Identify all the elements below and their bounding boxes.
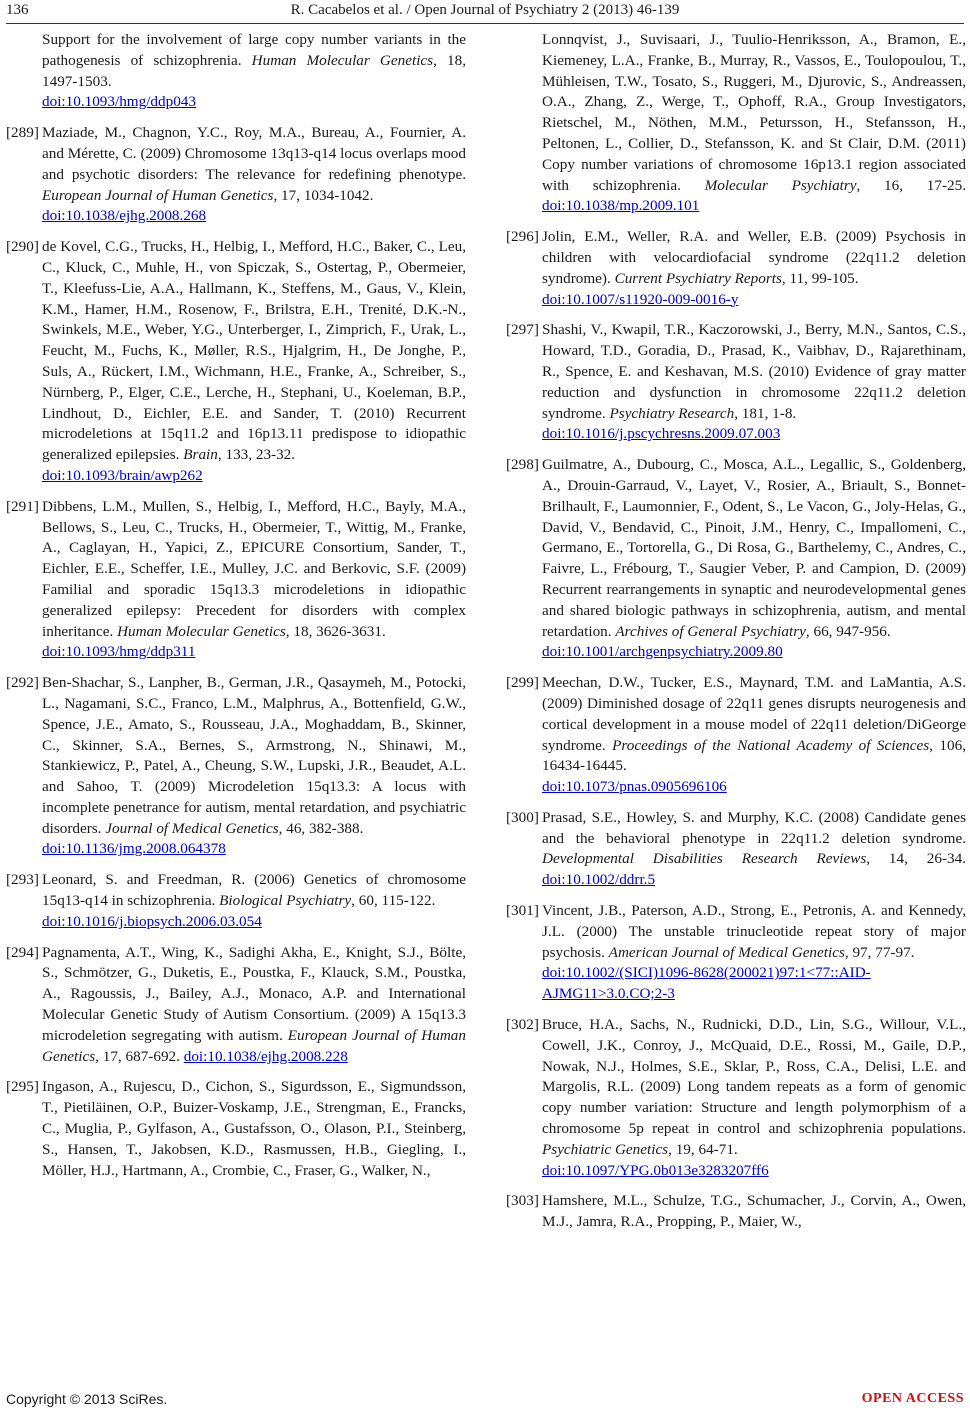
reference-number: [290] <box>6 238 39 256</box>
journal-name: Proceedings of the National Academy of Sciences <box>612 736 930 754</box>
page-header <box>0 0 970 22</box>
doi-link[interactable]: doi:10.1007/s11920-009-0016-y <box>542 290 739 308</box>
journal-name: Journal of Medical Genetics <box>105 819 279 837</box>
journal-name: Developmental Disabilities Research Reviews <box>542 850 867 868</box>
journal-name: American Journal of Medical Genetics <box>608 943 845 961</box>
citation-details: , 19, 64-71. <box>668 1140 738 1158</box>
citation-details: , 46, 382-388. <box>278 819 364 837</box>
open-access-label: OPEN ACCESS <box>861 1391 964 1406</box>
reference-entry <box>506 1191 966 1233</box>
reference-number: [302] <box>506 1016 539 1034</box>
reference-text: Pagnamenta, A.T., Wing, K., Sadighi Akha, E., Knight, S.J., Bölte, S., Schmötzer, G., Duketis, E., Poustka, F., Klauck, S.M., Poustka, A., Ragoussis, J., Bailey, A.J., Monaco, A.P. and International Molecular Genetic Study of Autism Consortium. (2009) A 15q13.3 microdeletion segregating with autism. <box>42 943 466 1044</box>
reference-number: [297] <box>506 321 539 339</box>
reference-text: Shashi, V., Kwapil, T.R., Kaczorowski, J., Berry, M.N., Santos, C.S., Howard, T.D., Goradia, D., Prasad, K., Vaibhav, D., Rajarethinam, R., Spence, E. and Keshavan, M.S. (2010) Evidence of gray matter reduction and dysfunction in chromosome 22q11.2 deletion syndrome. <box>542 321 966 422</box>
copyright-notice: Copyright © 2013 SciRes. <box>6 1391 168 1407</box>
reference-text: Hamshere, M.L., Schulze, T.G., Schumacher, J., Corvin, A., Owen, M.J., Jamra, R.A., Propping, P., Maier, W., <box>542 1192 966 1231</box>
reference-text: Vincent, J.B., Paterson, A.D., Strong, E., Petronis, A. and Kennedy, J.L. (2000) The unstable trinucleotide repeat story of major psychosis. <box>542 902 966 961</box>
reference-number: [303] <box>506 1192 539 1210</box>
running-head: R. Cacabelos et al. / Open Journal of Psychiatry 2 (2013) 46-139 <box>290 2 680 18</box>
journal-name: European Journal of Human Genetics <box>42 186 274 204</box>
reference-text: Bruce, H.A., Sachs, N., Rudnicki, D.D., Lin, S.G., Willour, V.L., Cowell, J.K., Conroy, J., McQuaid, D.E., Rossi, M., Gaile, D.P., Nowak, N.J., Holmes, S.E., Sklar, P., Ross, C.A., Delisi, L.E. and Margolis, R.L. (2009) Long tandem repeats as a form of genomic copy number variation: Structure and length polymorphism of a chromosome 5p repeat in control and schizophrenia populations. <box>542 1016 966 1138</box>
right-column <box>506 30 966 1243</box>
reference-entry <box>6 673 466 860</box>
reference-text: Dibbens, L.M., Mullen, S., Helbig, I., Mefford, H.C., Bayly, M.A., Bellows, S., Leu, C., Trucks, H., Obermeier, T., Wittig, M., Franke, A., Caglayan, H., Yapici, Z., EPICURE Consortium, Sander, T., Eichler, E.E., Scheffer, I.E., Mulley, J.C. and Berkovic, S.F. (2009) Familial and sporadic 15q13.3 microdeletions in idiopathic generalized epilepsy: Precedent for disorders with complex inheritance. <box>42 497 466 640</box>
citation-details: , 16, 17-25. <box>856 176 966 194</box>
reference-text: de Kovel, C.G., Trucks, H., Helbig, I., Mefford, H.C., Baker, C., Leu, C., Kluck, C., Muhle, H., von Spiczak, S., Ostertag, P., Obermeier, T., Kleefuss-Lie, A.A., Hallmann, K., Steffens, M., Gaus, V., Klein, K.M., Hamer, H.M., Rosenow, F., Brilstra, E.H., Trenité, D.K.-N., Swinkels, M.E., Weber, Y.G., Unterberger, I., Zimprich, F., Urak, L., Feucht, M., Fuchs, K., Møller, R.S., Hjalgrim, H., De Jonghe, P., Suls, A., Rückert, I.M., Wichmann, H.E., Franke, A., Schreiber, S., Nürnberg, P., Elger, C.E., Lerche, H., Stephani, U., Koeleman, B.P., Lindhout, D., Eichler, E.E. and Sander, T. (2010) Recurrent microdeletions at 15q11.2 and 16p13.11 predispose to idiopathic generalized epilepsies. <box>42 238 466 464</box>
journal-name: Archives of General Psychiatry <box>615 622 806 640</box>
reference-number: [291] <box>6 497 39 515</box>
journal-name: Brain <box>183 446 218 464</box>
citation-details: , 66, 947-956. <box>805 622 891 640</box>
citation-details: , 133, 23-32. <box>217 446 296 464</box>
doi-link[interactable]: doi:10.1093/hmg/ddp043 <box>42 93 196 111</box>
reference-number: [295] <box>6 1078 39 1096</box>
citation-details: , 60, 115-122. <box>351 892 436 910</box>
doi-link[interactable]: doi:10.1016/j.pscychresns.2009.07.003 <box>542 425 781 443</box>
doi-link[interactable]: doi:10.1038/ejhg.2008.268 <box>42 207 207 225</box>
journal-name: Biological Psychiatry <box>219 892 352 910</box>
citation-details: , 106, 16434-16445. <box>542 736 966 775</box>
doi-link[interactable]: doi:10.1001/archgenpsychiatry.2009.80 <box>542 643 783 661</box>
reference-text: Meechan, D.W., Tucker, E.S., Maynard, T.M. and LaMantia, A.S. (2009) Diminished dosage of 22q11 genes disrupts neurogenesis and cortical development in a mouse model of 22q11 deletion/DiGeorge syndrome. <box>542 674 966 754</box>
doi-link[interactable]: doi:10.1038/ejhg.2008.228 <box>183 1047 348 1065</box>
doi-link[interactable]: doi:10.1093/brain/awp262 <box>42 466 203 484</box>
reference-number: [289] <box>6 124 39 142</box>
reference-text: Prasad, S.E., Howley, S. and Murphy, K.C. (2008) Candidate genes and the behavioral phenotype in 22q11.2 deletion syndrome. <box>542 808 966 847</box>
reference-entry <box>506 455 966 663</box>
page-footer <box>6 1391 964 1411</box>
reference-number: [294] <box>6 943 39 961</box>
reference-entry <box>506 673 966 798</box>
doi-link[interactable]: doi:10.1136/jmg.2008.064378 <box>42 840 226 858</box>
citation-details: , 97, 77-97. <box>844 943 915 961</box>
reference-entry <box>6 237 466 487</box>
citation-details: , 14, 26-34. <box>866 850 967 868</box>
journal-name: Psychiatric Genetics <box>542 1140 669 1158</box>
doi-link[interactable]: doi:10.1016/j.biopsych.2006.03.054 <box>42 912 262 930</box>
reference-text: Lonnqvist, J., Suvisaari, J., Tuulio-Henriksson, A., Bramon, E., Kiemeney, L.A., Franke, B., Murray, R., Vassos, E., Toulopoulou, T., Mühleisen, T.W., Tosato, S., Ruggeri, M., Djurovic, S., Andreassen, O.A., Zhang, Z., Werge, T., Ophoff, R.A., Group Investigators, Rietschel, M., Nöthen, M.M., Petursson, H., Stefansson, H., Peltonen, L., Collier, D., Stefansson, K. and St Clair, D.M. (2011) Copy number variations of chromosome 16p13.1 region associated with schizophrenia. <box>542 31 966 194</box>
doi-link[interactable]: doi:10.1097/YPG.0b013e3283207ff6 <box>542 1161 769 1179</box>
reference-number: [296] <box>506 228 539 246</box>
reference-entry <box>6 30 466 113</box>
reference-text: Guilmatre, A., Dubourg, C., Mosca, A.L., Legallic, S., Goldenberg, A., Drouin-Garraud, V., Layet, V., Rosier, A., Briault, S., Bonnet-Brilhault, F., Laumonnier, F., Odent, S., Le Vacon, G., Joly-Helas, G., David, V., Bendavid, C., Pinoit, J.M., Henry, C., Impallomeni, C., Germano, E., Tortorella, G., Di Rosa, G., Barthelemy, C., Andres, C., Faivre, L., Frébourg, T., Saugier Veber, P. and Campion, D. (2009) Recurrent rearrangements in synaptic and neurodevelopmental genes and shared biologic pathways in schizophrenia, autism, and mental retardation. <box>542 456 966 640</box>
reference-entry <box>506 901 966 1005</box>
header-rule <box>6 23 964 24</box>
citation-details: , 17, 1034-1042. <box>273 186 374 204</box>
reference-entry <box>506 30 966 217</box>
reference-entry <box>506 320 966 445</box>
reference-entry <box>6 497 466 663</box>
reference-text: Jolin, E.M., Weller, R.A. and Weller, E.B. (2009) Psychosis in children with velocardiofacial syndrome (22q11.2 deletion syndrome). <box>542 228 966 287</box>
reference-text: Support for the involvement of large copy number variants in the pathogenesis of schizophrenia. <box>42 31 466 69</box>
journal-name: Current Psychiatry Reports <box>614 269 782 287</box>
journal-name: European Journal of Human Genetics <box>42 1026 466 1065</box>
reference-entry <box>506 227 966 310</box>
citation-details: , 11, 99-105. <box>781 269 859 287</box>
reference-entry <box>506 1015 966 1181</box>
reference-text: Ben-Shachar, S., Lanpher, B., German, J.R., Qasaymeh, M., Potocki, L., Nagamani, S.C., Franco, L.M., Malphrus, A., Bottenfield, G.W., Spence, J.E., Amato, S., Rousseau, J.A., Moghaddam, B., Skinner, C., Skinner, S.A., Bernes, S., Armstrong, N., Shinawi, M., Stankiewicz, P., Patel, A., Cheung, S.W., Lupski, J.R., Beaudet, A.L. and Sahoo, T. (2009) Microdeletion 15q13.3: A locus with incomplete penetrance for autism, mental retardation, and psychiatric disorders. <box>42 674 466 837</box>
reference-entry <box>6 123 466 227</box>
reference-number: [298] <box>506 456 539 474</box>
reference-number: [292] <box>6 674 39 692</box>
reference-entry <box>6 1077 466 1181</box>
doi-link[interactable]: doi:10.1093/hmg/ddp311 <box>42 643 196 661</box>
left-column <box>6 30 466 1191</box>
reference-number: [293] <box>6 871 39 889</box>
citation-details: , 18, 1497-1503. <box>42 51 466 90</box>
journal-name: Human Molecular Genetics <box>117 622 286 640</box>
reference-entry <box>6 943 466 1068</box>
reference-number: [299] <box>506 674 539 692</box>
doi-link[interactable]: doi:10.1002/(SICI)1096-8628(200021)97:1<77::AID-AJMG11>3.0.CO;2-3 <box>542 964 871 1003</box>
citation-details: , 17, 687-692. <box>95 1047 184 1065</box>
citation-details: , 18, 3626-3631. <box>285 622 386 640</box>
journal-name: Molecular Psychiatry <box>704 176 857 194</box>
doi-link[interactable]: doi:10.1073/pnas.0905696106 <box>542 778 727 796</box>
citation-details: , 181, 1-8. <box>734 404 797 422</box>
reference-entry <box>506 808 966 891</box>
reference-entry <box>6 870 466 932</box>
page-number: 136 <box>6 2 29 18</box>
doi-link[interactable]: doi:10.1002/ddrr.5 <box>542 871 656 889</box>
reference-number: [300] <box>506 808 539 826</box>
reference-number: [301] <box>506 902 539 920</box>
reference-text: Leonard, S. and Freedman, R. (2006) Genetics of chromosome 15q13-q14 in schizophrenia. <box>42 871 466 910</box>
journal-name: Human Molecular Genetics <box>251 51 434 69</box>
reference-text: Ingason, A., Rujescu, D., Cichon, S., Sigurdsson, E., Sigmundsson, T., Pietiläinen, O.P., Buizer-Voskamp, J.E., Strengman, E., Francks, C., Muglia, P., Gylfason, A., Gustafsson, O., Olason, P.I., Steinberg, S., Hansen, T., Jakobsen, K.D., Rasmussen, H.B., Giegling, I., Möller, H.J., Hartmann, A., Crombie, C., Fraser, G., Walker, N., <box>42 1078 466 1179</box>
reference-text: Maziade, M., Chagnon, Y.C., Roy, M.A., Bureau, A., Fournier, A. and Mérette, C. (2009) Chromosome 13q13-q14 locus overlaps mood and psychotic disorders: The relevance for redefining phenotype. <box>42 124 466 183</box>
doi-link[interactable]: doi:10.1038/mp.2009.101 <box>542 197 700 215</box>
journal-name: Psychiatry Research <box>609 404 735 422</box>
